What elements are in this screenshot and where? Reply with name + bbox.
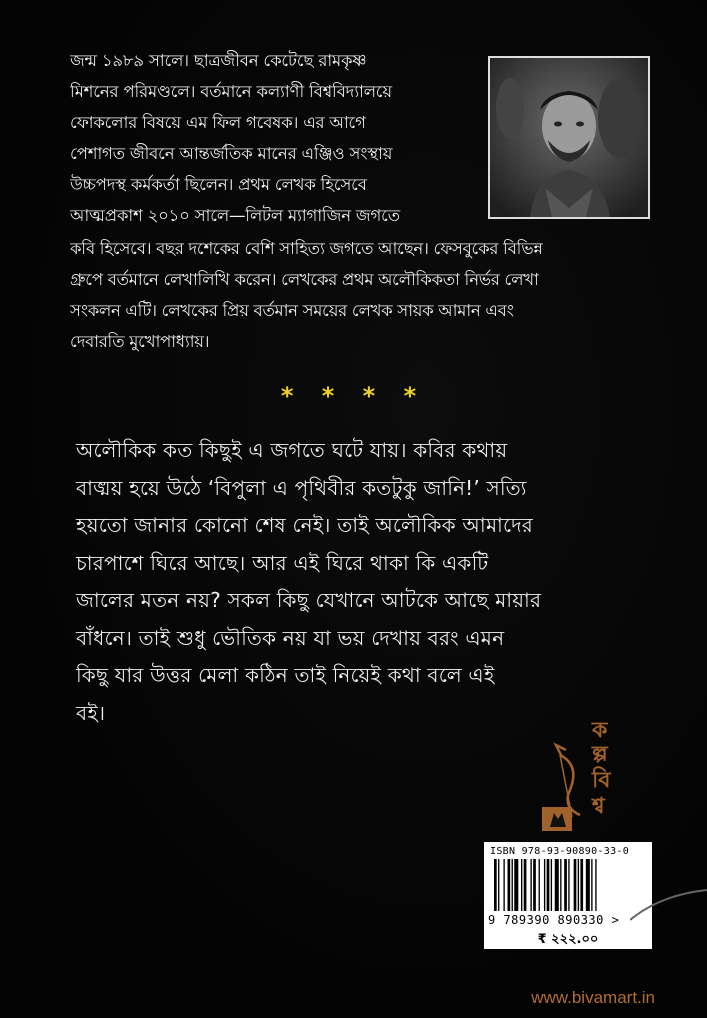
website-link[interactable]: www.bivamart.in xyxy=(531,988,655,1007)
blurb-line: জালের মতন নয়? সকল কিছু যেখানে আটকে আছে মায়ার xyxy=(76,588,542,612)
section-separator: * * * * xyxy=(280,382,427,410)
blurb-line: হয়তো জানার কোনো শেষ নেই। তাই অলৌকিক আমাদের xyxy=(76,513,534,537)
bio-line: পেশাগত জীবনে আন্তর্জতিক মানের এঞ্জিও সংস্থায় xyxy=(70,144,393,163)
blurb-line: বই। xyxy=(76,700,106,725)
blurb-line: বাঁধনে। তাই শুধু ভৌতিক নয় যা ভয় দেখায় বরং এমন xyxy=(76,625,505,650)
isbn-label: ISBN 978-93-90890-33-0 xyxy=(490,846,630,857)
logo-glyph: বি xyxy=(592,768,611,793)
blurb-line: চারপাশে ঘিরে আছে। আর এই ঘিরে থাকা কি একটি xyxy=(76,550,489,575)
bio-line: আত্মপ্রকাশ ২০১০ সালে—লিটল ম্যাগাজিন জগতে xyxy=(70,206,400,225)
bio-line: গ্রুপে বর্তমানে লেখালিখি করেন। লেখকের প্রথম অলৌকিকতা নির্ভর লেখা xyxy=(70,270,539,289)
author-bio-top xyxy=(70,45,475,231)
bio-line: সংকলন এটি। লেখকের প্রিয় বর্তমান সময়ের লেখক সায়ক আমান এবং xyxy=(70,301,514,320)
bio-line: জন্ম ১৯৮৯ সালে। ছাত্রজীবন কেটেছে রামকৃষ্ণ xyxy=(70,51,367,70)
barcode-digits: 9 789390 890330 > xyxy=(488,913,620,927)
author-bio-rest xyxy=(70,233,652,357)
bio-line: উচ্চপদস্থ কর্মকর্তা ছিলেন। প্রথম লেখক হিসেবে xyxy=(70,175,367,194)
logo-glyph: শ্ব xyxy=(592,794,605,819)
blurb-line: অলৌকিক কত কিছুই এ জগতে ঘটে যায়। কবির কথায় xyxy=(76,438,508,462)
bio-line: দেবারতি মুখোপাধ্যায়। xyxy=(70,332,210,351)
author-photo xyxy=(488,56,650,219)
barcode-box xyxy=(484,842,652,949)
blurb-line: কিছু যার উত্তর মেলা কঠিন তাই নিয়েই কথা বলে এই xyxy=(76,663,495,687)
bio-line: ফোকলোর বিষয়ে এম ফিল গবেষক। এর আগে xyxy=(70,113,366,132)
blurb-line: বাঙ্ময় হয়ে উঠে ‘বিপুলা এ পৃথিবীর কতটুকু জানি!’ সত্যি xyxy=(76,475,527,500)
book-blurb xyxy=(76,432,646,732)
decorative-curve-icon xyxy=(630,870,707,930)
logo-glyph: ক xyxy=(592,718,608,743)
bio-line: মিশনের পরিমণ্ডলে। বর্তমানে কল্যাণী বিশ্ববিদ্যালয়ে xyxy=(70,82,392,101)
bio-line: কবি হিসেবে। বছর দশেকের বেশি সাহিত্য জগতে আছেন। ফেসবুকের বিভিন্ন xyxy=(70,239,543,258)
author-portrait-icon xyxy=(490,58,648,217)
logo-glyph: ল্প xyxy=(592,742,608,767)
price-label: ₹ ২২২.০০ xyxy=(537,932,599,947)
publisher-logo xyxy=(540,715,630,840)
barcode-icon xyxy=(490,859,646,911)
